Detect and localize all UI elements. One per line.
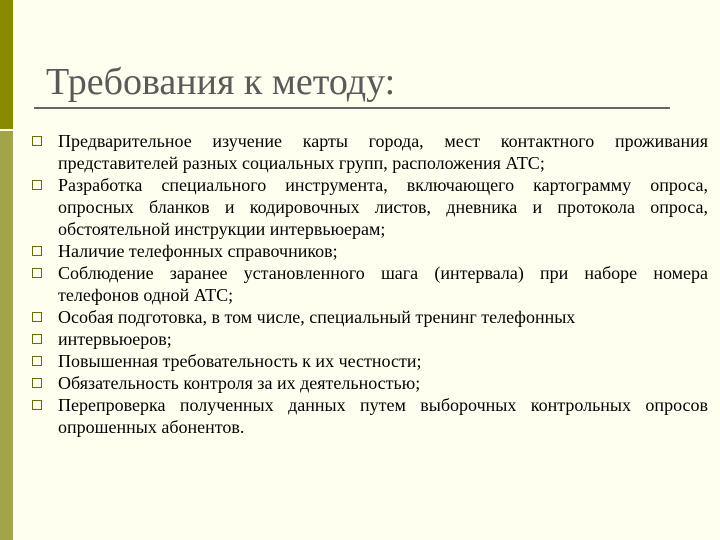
list-item-text: интервьюеров;	[58, 329, 172, 349]
hollow-square-bullet-icon	[32, 334, 42, 344]
hollow-square-bullet-icon	[32, 268, 42, 278]
left-accent-bar	[0, 0, 13, 540]
list-item	[32, 240, 708, 262]
accent-bar-separator	[0, 129, 13, 131]
list-item-text: Соблюдение заранее установленного шага (интервала) при наборе номера телефонов одной АТС;	[58, 263, 708, 305]
bullet-list	[32, 130, 708, 438]
hollow-square-bullet-icon	[32, 180, 42, 190]
hollow-square-bullet-icon	[32, 400, 42, 410]
list-item-text: Наличие телефонных справочников;	[58, 241, 338, 261]
hollow-square-bullet-icon	[32, 312, 42, 322]
accent-bar-lower	[0, 130, 13, 540]
title-underline	[34, 107, 670, 109]
list-item	[32, 130, 708, 174]
list-item	[32, 372, 708, 394]
hollow-square-bullet-icon	[32, 246, 42, 256]
list-item-text: Перепроверка полученных данных путем выборочных контрольных опросов опрошенных абонентов.	[58, 395, 708, 437]
hollow-square-bullet-icon	[32, 378, 42, 388]
list-item-text: Обязательность контроля за их деятельностью;	[58, 373, 421, 393]
list-item	[32, 262, 708, 306]
list-item-text: Повышенная требовательность к их честности;	[58, 351, 422, 371]
list-item-text: Особая подготовка, в том числе, специальный тренинг телефонных	[58, 307, 576, 327]
list-item	[32, 394, 708, 438]
accent-bar-top	[0, 0, 13, 130]
list-item	[32, 174, 708, 240]
slide-title: Требования к методу:	[46, 61, 396, 103]
list-item	[32, 350, 708, 372]
list-item-text: Разработка специального инструмента, включающего картограмму опроса, опросных бланков и кодировочных листов, дневника и протокола опроса, обстоятельной инструкции интервьюерам;	[58, 175, 708, 239]
list-item-text: Предварительное изучение карты города, мест контактного проживания представителей разных социальных групп, расположения АТС;	[58, 131, 708, 173]
hollow-square-bullet-icon	[32, 136, 42, 146]
list-item	[32, 328, 708, 350]
list-item	[32, 306, 708, 328]
hollow-square-bullet-icon	[32, 356, 42, 366]
